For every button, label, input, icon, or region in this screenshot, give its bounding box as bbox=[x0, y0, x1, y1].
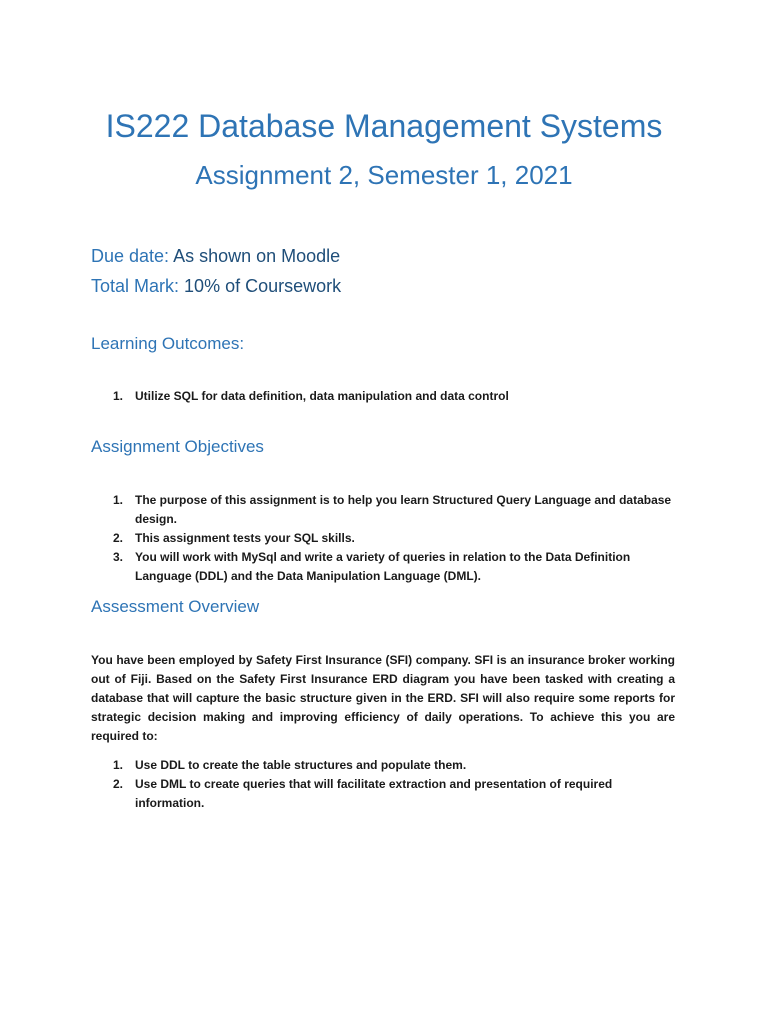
learning-outcomes-list bbox=[91, 387, 675, 406]
assignment-objectives-list bbox=[91, 491, 675, 586]
list-item-number: 1. bbox=[113, 493, 124, 507]
list-item-text: This assignment tests your SQL skills. bbox=[135, 531, 355, 545]
assessment-overview-paragraph: You have been employed by Safety First Insurance (SFI) company. SFI is an insurance broker working out of Fiji. Based on the Safety First Insurance ERD diagram you have been tasked with creating a database that will capture the basic structure given in the ERD. SFI will also require some reports for strategic decision making and improving efficiency of daily operations. To achieve this you are required to: bbox=[91, 653, 675, 743]
total-mark-label: Total Mark: bbox=[91, 276, 180, 296]
list-item-text: The purpose of this assignment is to help you learn Structured Query Language and database design. bbox=[135, 493, 672, 526]
list-item bbox=[91, 548, 675, 586]
assessment-tasks-list bbox=[91, 756, 675, 813]
due-date-label: Due date: bbox=[91, 246, 170, 266]
total-mark-line bbox=[91, 276, 341, 297]
list-item-number: 2. bbox=[113, 777, 124, 791]
document-title: IS222 Database Management Systems bbox=[105, 108, 663, 144]
list-item-number: 1. bbox=[113, 389, 124, 403]
assessment-overview-heading: Assessment Overview bbox=[91, 597, 260, 616]
list-item-number: 3. bbox=[113, 550, 124, 564]
list-item-text: You will work with MySql and write a variety of queries in relation to the Data Definition Language (DDL) and the Data Manipulation Language (DML). bbox=[135, 550, 631, 583]
learning-outcomes-heading: Learning Outcomes: bbox=[91, 334, 245, 353]
list-item-text: Use DML to create queries that will facilitate extraction and presentation of required information. bbox=[135, 777, 613, 810]
list-item bbox=[91, 775, 675, 813]
list-item bbox=[91, 529, 675, 548]
document-subtitle: Assignment 2, Semester 1, 2021 bbox=[195, 160, 573, 190]
list-item-text: Use DDL to create the table structures and populate them. bbox=[135, 758, 467, 772]
list-item-number: 1. bbox=[113, 758, 124, 772]
due-date-value: As shown on Moodle bbox=[173, 246, 341, 266]
total-mark-value: 10% of Coursework bbox=[184, 276, 342, 296]
assignment-objectives-heading: Assignment Objectives bbox=[91, 437, 264, 456]
due-date-line bbox=[91, 246, 340, 267]
list-item-number: 2. bbox=[113, 531, 124, 545]
list-item bbox=[91, 756, 675, 775]
list-item-text: Utilize SQL for data definition, data manipulation and data control bbox=[135, 389, 509, 403]
list-item bbox=[91, 491, 675, 529]
list-item bbox=[91, 387, 675, 406]
